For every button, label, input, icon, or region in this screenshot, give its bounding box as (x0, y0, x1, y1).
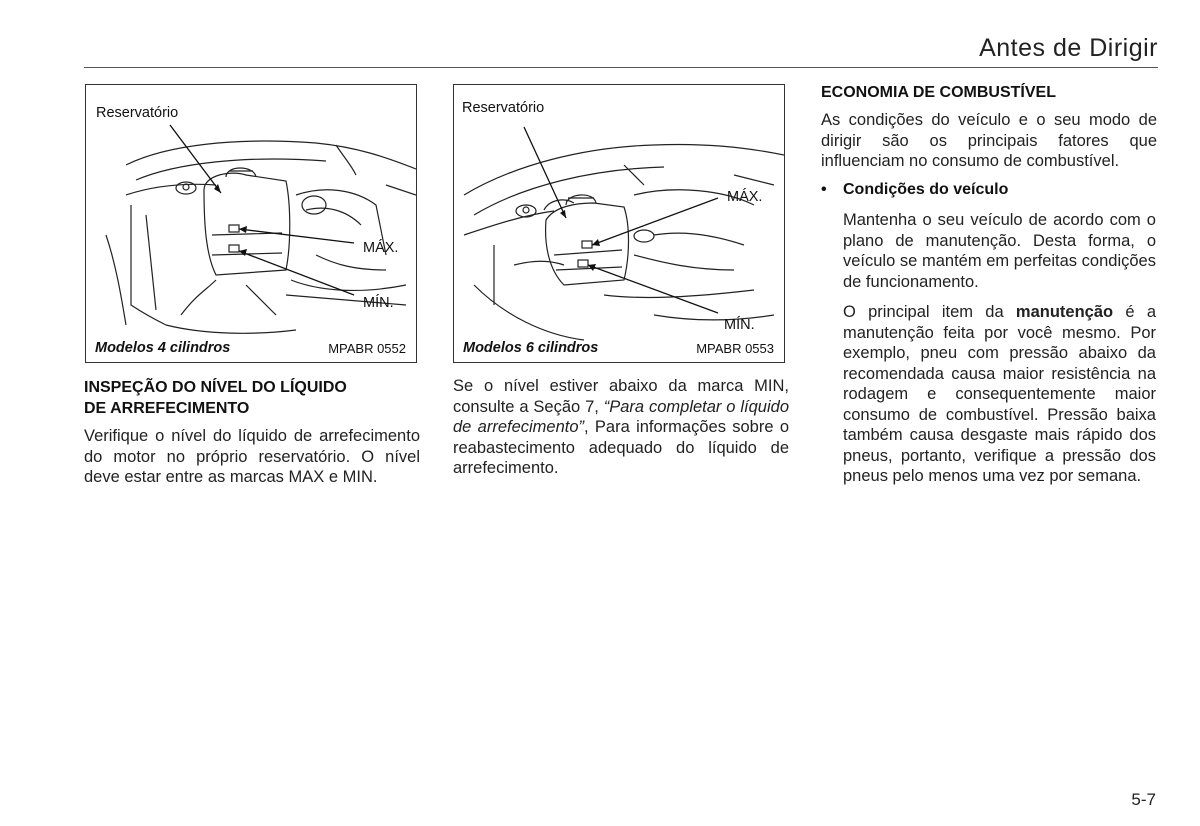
maintenance-emphasis: manutenção (1015, 303, 1114, 321)
min-label: MÍN. (724, 317, 755, 333)
refill-text-end: , Para informações sobre o reabastecimento adequado do líquido de arrefecimento. (453, 418, 789, 477)
reservoir-label: Reservatório (462, 100, 545, 116)
figure-caption: Modelos 4 cilindros (95, 340, 231, 356)
bullet-title: Condições do veículo (843, 181, 1009, 198)
bullet-icon: • (821, 181, 827, 198)
maintenance-paragraph: Mantenha o seu veículo de acordo com o plano de manutenção. Desta forma, o veículo se mantém em perfeitas condições de funcionamento. (843, 211, 1156, 291)
fuel-economy-intro: As condições do veículo e o seu modo de dirigir são os principais fatores que influenciam no consumo de combustível. (821, 111, 1157, 170)
min-label: MÍN. (363, 295, 394, 311)
figure-caption: Modelos 6 cilindros (463, 340, 599, 356)
page-header-title: Antes de Dirigir (979, 34, 1158, 62)
tire-text-end: é a manutenção feita por você mesmo. Por exemplo, pneu com pressão abaixo da recomendada causa maior resistência na rodagem e consequentemente maior consumo de combustível. Pressão baixa também causa desgaste mais rápido dos pneus, portanto, verifique a pressão dos pneus pelo menos uma vez por semana. (843, 303, 1156, 485)
figure-4-cylinder (85, 84, 417, 363)
page-number: 5-7 (1131, 790, 1156, 809)
figure-6-cylinder (453, 84, 785, 363)
coolant-paragraph: Verifique o nível do líquido de arrefecimento do motor no próprio reservatório. O nível deve estar entre as marcas MAX e MIN. (84, 427, 420, 486)
reservoir-label: Reservatório (96, 105, 179, 121)
figure-code: MPABR 0552 (328, 341, 406, 356)
vehicle-conditions-bullet (821, 181, 1157, 199)
tire-pressure-paragraph (843, 302, 1156, 487)
coolant-section-heading (84, 377, 420, 419)
max-label: MÁX. (727, 189, 763, 205)
figure-code: MPABR 0553 (696, 341, 774, 356)
max-label: MÁX. (363, 240, 399, 256)
refill-text-start: Se o nível estiver abaixo da marca MIN, consulte a Seção 7, (453, 377, 789, 416)
tire-text-start: O principal item da (843, 303, 1016, 321)
engine-bay-illustration-4cyl (86, 85, 417, 363)
fuel-economy-heading: ECONOMIA DE COMBUSTÍVEL (821, 84, 1056, 101)
refill-reference: “Para completar o líquido de arrefecimento” (453, 397, 789, 436)
heading-line-2: DE ARREFECIMENTO (84, 400, 250, 417)
header-divider (84, 67, 1158, 68)
refill-paragraph (453, 376, 789, 479)
heading-line-1: INSPEÇÃO DO NÍVEL DO LÍQUIDO (84, 379, 347, 396)
